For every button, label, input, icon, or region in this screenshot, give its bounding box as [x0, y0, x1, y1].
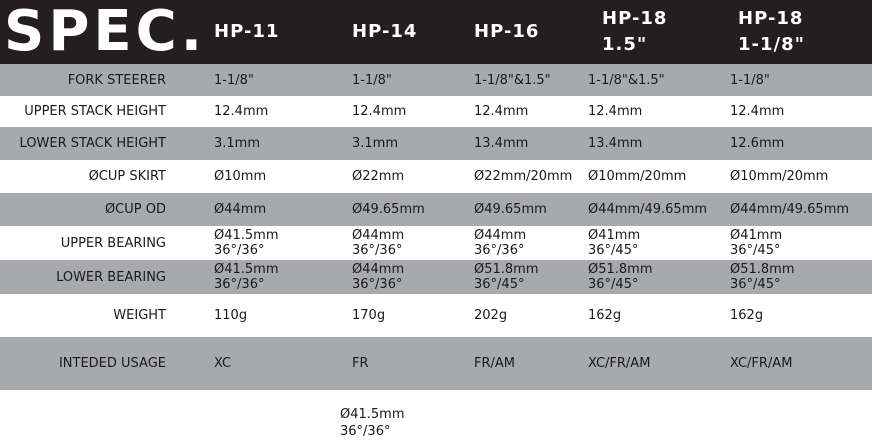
cell-line: 36°/45°: [588, 277, 639, 292]
table-cell: [730, 96, 784, 127]
table-cell: [214, 96, 268, 127]
table-cell: [214, 160, 266, 193]
table-cell: [730, 64, 770, 96]
table-cell: [474, 64, 551, 96]
cell-line: 1-1/8": [352, 72, 392, 88]
cell-line: XC/FR/AM: [730, 356, 793, 371]
cell-line: 36°/45°: [474, 277, 525, 292]
table-cell: [352, 226, 404, 260]
cell-line: 110g: [214, 308, 248, 323]
table-cell: [352, 193, 425, 226]
column-header-line: HP-18: [738, 8, 804, 29]
cell-line: 162g: [588, 308, 622, 323]
cell-line: 162g: [730, 308, 764, 323]
column-header-line: HP-16: [474, 21, 540, 42]
table-cell: [588, 160, 686, 193]
cell-line: 1-1/8"&1.5": [474, 72, 551, 88]
cell-line: Ø51.8mm: [730, 262, 795, 277]
table-cell: [588, 260, 653, 294]
column-header-hp-14: [352, 0, 417, 64]
cell-line: 36°/36°: [352, 277, 403, 292]
table-cell: [730, 226, 782, 260]
cell-line: 202g: [474, 308, 508, 323]
cell-line: Ø44mm/49.65mm: [730, 202, 850, 217]
table-cell: [352, 337, 369, 390]
cell-line: Ø44mm: [352, 262, 405, 277]
corner-decoration: [858, 0, 872, 14]
row-label: FORK STEERER: [67, 72, 166, 88]
cell-line: 13.4mm: [588, 136, 643, 151]
column-header-line: 1-1/8": [738, 34, 805, 55]
table-row: [0, 226, 872, 260]
cell-line: Ø49.65mm: [474, 202, 547, 217]
table-cell: [474, 337, 515, 390]
table-cell: [474, 193, 547, 226]
table-cell: [352, 127, 398, 160]
cell-line: 13.4mm: [474, 136, 529, 151]
table-cell: [588, 193, 707, 226]
table-cell: [730, 260, 795, 294]
column-header-hp-11: [214, 0, 279, 64]
column-header-line: HP-11: [214, 21, 280, 42]
table-cell: [474, 96, 528, 127]
table-cell: [214, 226, 279, 260]
cell-line: 36°/36°: [214, 277, 265, 292]
cell-line: Ø41.5mm: [214, 228, 279, 243]
table-cell: [588, 226, 640, 260]
cell-line: Ø44mm: [214, 202, 267, 217]
cell-line: Ø44mm: [474, 228, 527, 243]
table-row: [0, 260, 872, 294]
row-label: ØCUP SKIRT: [88, 169, 166, 184]
table-cell: [730, 337, 792, 390]
cell-line: Ø51.8mm: [474, 262, 539, 277]
table-cell: [588, 64, 665, 96]
table-cell: [474, 226, 526, 260]
column-header-line: 1.5": [602, 34, 648, 55]
table-cell: [588, 294, 621, 337]
table-cell: [352, 294, 385, 337]
cell-line: 12.6mm: [730, 136, 785, 151]
table-cell: [730, 127, 784, 160]
stray-bearing-note: [340, 406, 405, 440]
cell-line: Ø44mm: [352, 228, 405, 243]
table-cell: [352, 160, 404, 193]
row-label: LOWER STACK HEIGHT: [19, 136, 166, 151]
cell-line: 1-1/8": [730, 72, 770, 88]
cell-line: 12.4mm: [474, 104, 529, 119]
table-cell: [352, 96, 406, 127]
cell-line: Ø22mm: [352, 169, 405, 184]
cell-line: Ø44mm/49.65mm: [588, 202, 708, 217]
table-cell: [730, 294, 763, 337]
cell-line: Ø49.65mm: [352, 202, 425, 217]
cell-line: 36°/45°: [588, 243, 639, 258]
table-row: [0, 294, 872, 337]
table-row: [0, 64, 872, 96]
column-header-line: HP-14: [352, 21, 418, 42]
row-label: INTEDED USAGE: [58, 356, 166, 371]
cell-line: 12.4mm: [214, 104, 269, 119]
table-cell: [730, 193, 849, 226]
table-cell: [588, 127, 642, 160]
cell-line: 36°/36°: [214, 243, 265, 258]
cell-line: 12.4mm: [588, 104, 643, 119]
table-cell: [474, 294, 507, 337]
table-cell: [214, 64, 254, 96]
row-label: LOWER BEARING: [56, 269, 166, 285]
row-label: UPPER STACK HEIGHT: [24, 104, 166, 119]
cell-line: Ø10mm/20mm: [730, 169, 829, 184]
cell-line: 36°/36°: [474, 243, 525, 258]
cell-line: XC/FR/AM: [588, 356, 651, 371]
cell-line: 3.1mm: [214, 136, 261, 151]
cell-line: 1-1/8"&1.5": [588, 72, 665, 88]
table-row: [0, 160, 872, 193]
table-cell: [474, 160, 572, 193]
stray-text-line: 36°/36°: [340, 424, 391, 439]
cell-line: Ø51.8mm: [588, 262, 653, 277]
cell-line: FR/AM: [474, 356, 515, 371]
cell-line: Ø41mm: [730, 228, 783, 243]
cell-line: 36°/36°: [352, 243, 403, 258]
table-row: [0, 127, 872, 160]
column-header-line: HP-18: [602, 8, 668, 29]
cell-line: Ø41mm: [588, 228, 641, 243]
table-header: [0, 0, 872, 64]
table-cell: [214, 294, 247, 337]
spec-title: SPEC.: [4, 0, 206, 64]
row-label: ØCUP OD: [104, 202, 166, 217]
table-cell: [352, 64, 392, 96]
table-cell: [214, 337, 231, 390]
cell-line: Ø10mm: [214, 169, 267, 184]
table-cell: [352, 260, 404, 294]
cell-line: 12.4mm: [352, 104, 407, 119]
cell-line: 1-1/8": [214, 72, 254, 88]
row-label: UPPER BEARING: [60, 235, 166, 251]
column-header-hp-16: [474, 0, 539, 64]
table-cell: [474, 127, 528, 160]
cell-line: Ø10mm/20mm: [588, 169, 687, 184]
table-row: [0, 337, 872, 390]
table-cell: [588, 337, 650, 390]
cell-line: Ø22mm/20mm: [474, 169, 573, 184]
cell-line: 12.4mm: [730, 104, 785, 119]
cell-line: 170g: [352, 308, 386, 323]
cell-line: 36°/45°: [730, 277, 781, 292]
cell-line: 3.1mm: [352, 136, 399, 151]
column-header-hp-18-1-1-8: [738, 0, 805, 64]
table-cell: [588, 96, 642, 127]
row-label: WEIGHT: [113, 308, 166, 323]
cell-line: FR: [352, 356, 369, 371]
cell-line: Ø41.5mm: [214, 262, 279, 277]
cell-line: 36°/45°: [730, 243, 781, 258]
table-cell: [730, 160, 828, 193]
stray-text-line: Ø41.5mm: [340, 407, 405, 422]
table-row: [0, 193, 872, 226]
table-cell: [214, 260, 279, 294]
column-header-hp-18-1-5: [602, 0, 667, 64]
table-row: [0, 96, 872, 127]
table-cell: [214, 193, 266, 226]
table-cell: [474, 260, 539, 294]
cell-line: XC: [214, 356, 232, 371]
table-cell: [214, 127, 260, 160]
